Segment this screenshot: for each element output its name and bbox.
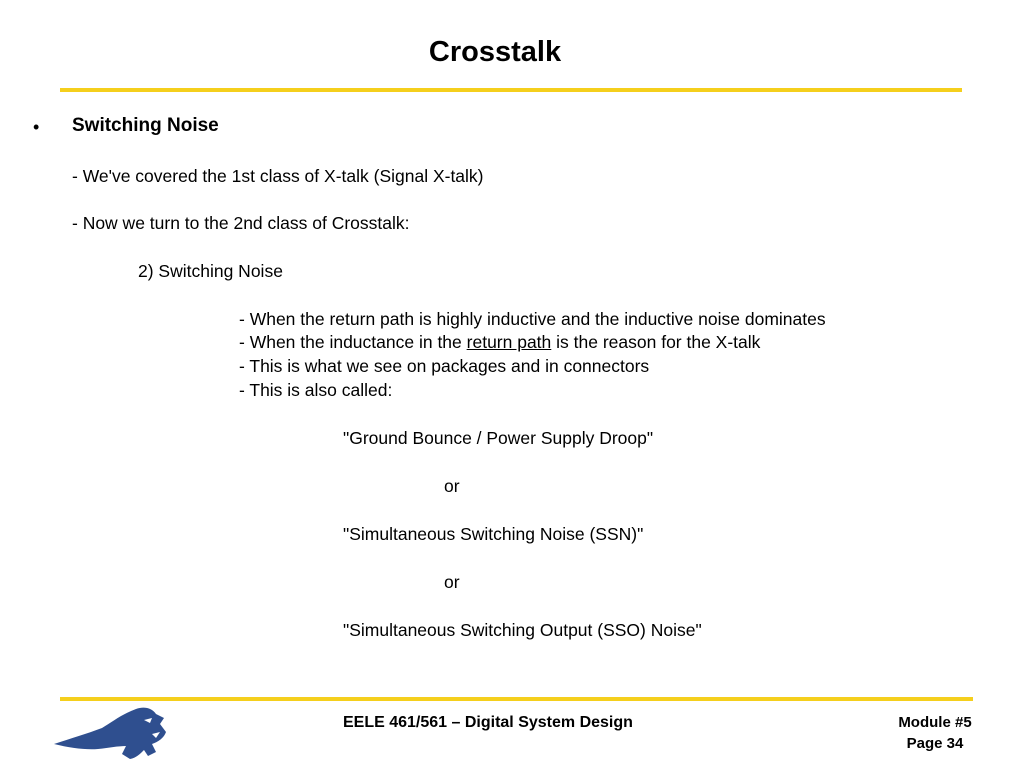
text-line-6: - This is what we see on packages and in connectors xyxy=(239,356,650,376)
slide-title: Crosstalk xyxy=(428,36,562,68)
section-heading: Switching Noise xyxy=(72,115,219,136)
text-line-7: - This is also called: xyxy=(239,380,393,400)
course-title: EELE 461/561 – Digital System Design xyxy=(343,714,633,731)
or-2: or xyxy=(444,572,460,592)
text-line-4: - When the return path is highly inductive and the inductive noise dominates xyxy=(239,309,826,329)
page-info xyxy=(880,712,990,754)
bobcat-logo-shape xyxy=(54,708,166,759)
module-number: Module #5 xyxy=(898,714,972,731)
bobcat-logo xyxy=(52,704,170,760)
alt-name-1: "Ground Bounce / Power Supply Droop" xyxy=(343,428,654,448)
bullet-icon: • xyxy=(33,117,40,137)
return-path-text: return path xyxy=(466,332,552,352)
text-line-1: - We've covered the 1st class of X-talk (Signal X-talk) xyxy=(72,166,484,186)
bottom-divider xyxy=(60,697,973,701)
page-number: Page 34 xyxy=(906,735,964,752)
text-line-5-post: is the reason for the X-talk xyxy=(551,332,761,352)
alt-name-2: "Simultaneous Switching Noise (SSN)" xyxy=(343,524,644,544)
text-line-3: 2) Switching Noise xyxy=(138,261,283,281)
top-divider xyxy=(60,88,962,92)
text-line-2: - Now we turn to the 2nd class of Crosstalk: xyxy=(72,213,410,233)
text-line-5-pre: - When the inductance in the xyxy=(239,332,467,352)
alt-name-3: "Simultaneous Switching Output (SSO) Noise" xyxy=(343,620,702,640)
text-line-5 xyxy=(239,332,760,352)
or-1: or xyxy=(444,476,460,496)
